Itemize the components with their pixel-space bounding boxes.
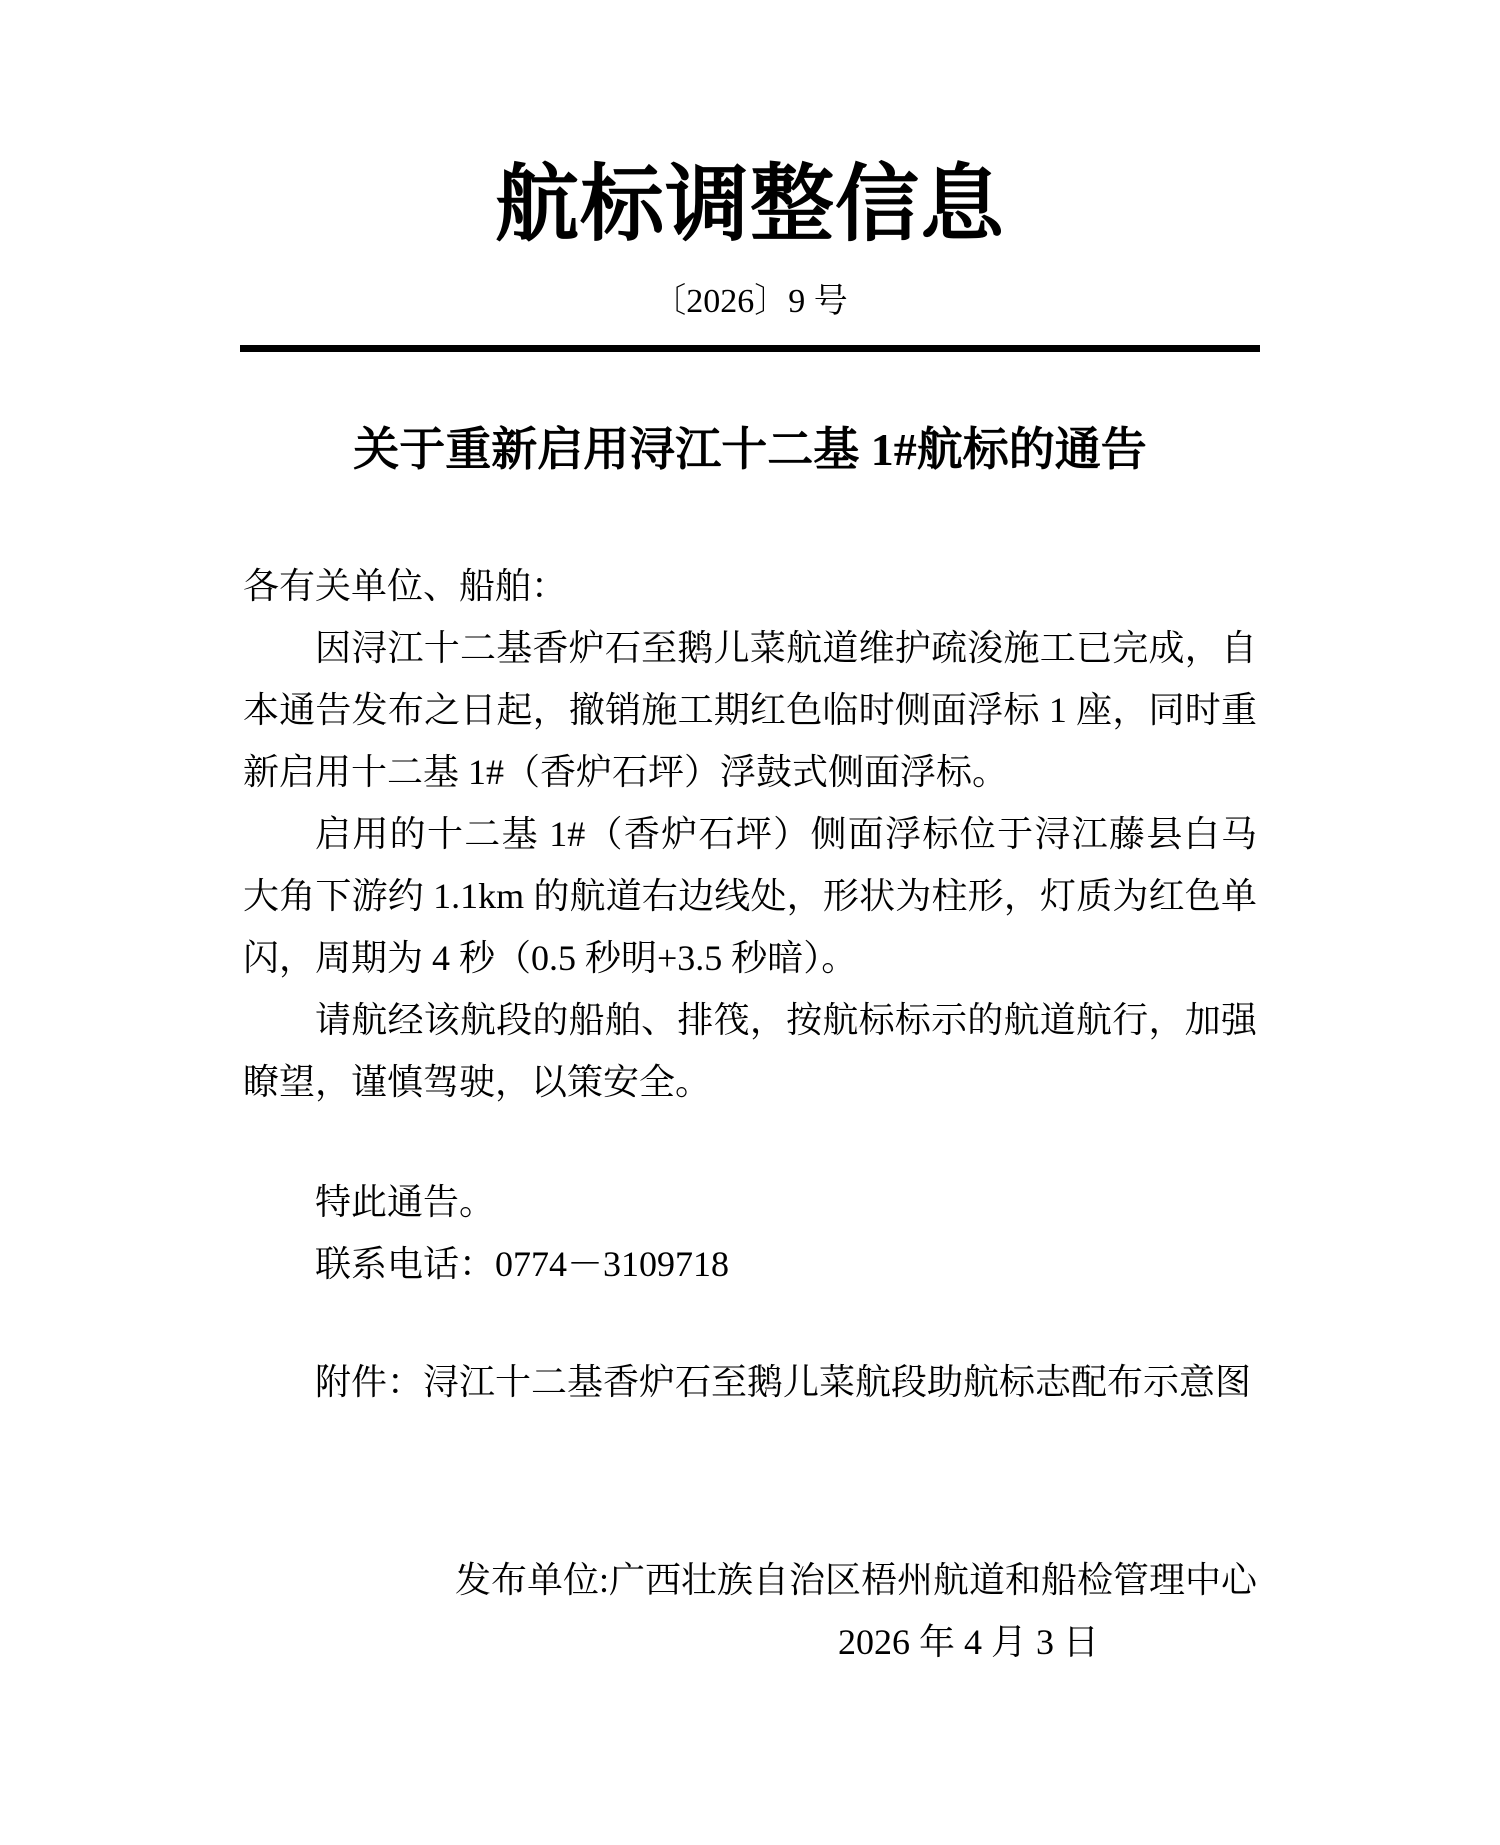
paragraph-1: 因浔江十二基香炉石至鹅儿菜航道维护疏浚施工已完成，自本通告发布之日起，撤销施工期红色临时侧面浮标 1 座，同时重新启用十二基 1#（香炉石坪）浮鼓式侧面浮标。 (243, 628, 1257, 793)
salutation-line: 各有关单位、船舶： (243, 566, 568, 607)
publisher-line: 发布单位:广西壮族自治区梧州航道和船检管理中心 (454, 1560, 1257, 1601)
notice-body (243, 555, 1257, 1673)
attachment-line: 附件：浔江十二基香炉石至鹅儿菜航段助航标志配布示意图 (315, 1362, 1252, 1403)
notice-heading: 关于重新启用浔江十二基 1#航标的通告 (353, 424, 1147, 476)
doc-title: 航标调整信息 (494, 159, 1005, 252)
contact-phone-line: 联系电话：0774－3109718 (315, 1244, 730, 1285)
closing-line: 特此通告。 (315, 1182, 496, 1223)
date-line: 2026 年 4 月 3 日 (837, 1622, 1099, 1663)
doc-number: 〔2026〕9 号 (652, 283, 848, 321)
paragraph-3: 请航经该航段的船舶、排筏，按航标标示的航道航行，加强瞭望，谨慎驾驶，以策安全。 (243, 1000, 1257, 1103)
paragraph-2: 启用的十二基 1#（香炉石坪）侧面浮标位于浔江藤县白马大角下游约 1.1km 的航道右边线处，形状为柱形，灯质为红色单闪，周期为 4 秒（0.5 秒明+3.5 秒暗）。 (243, 814, 1257, 979)
header-divider-rule (240, 345, 1260, 352)
